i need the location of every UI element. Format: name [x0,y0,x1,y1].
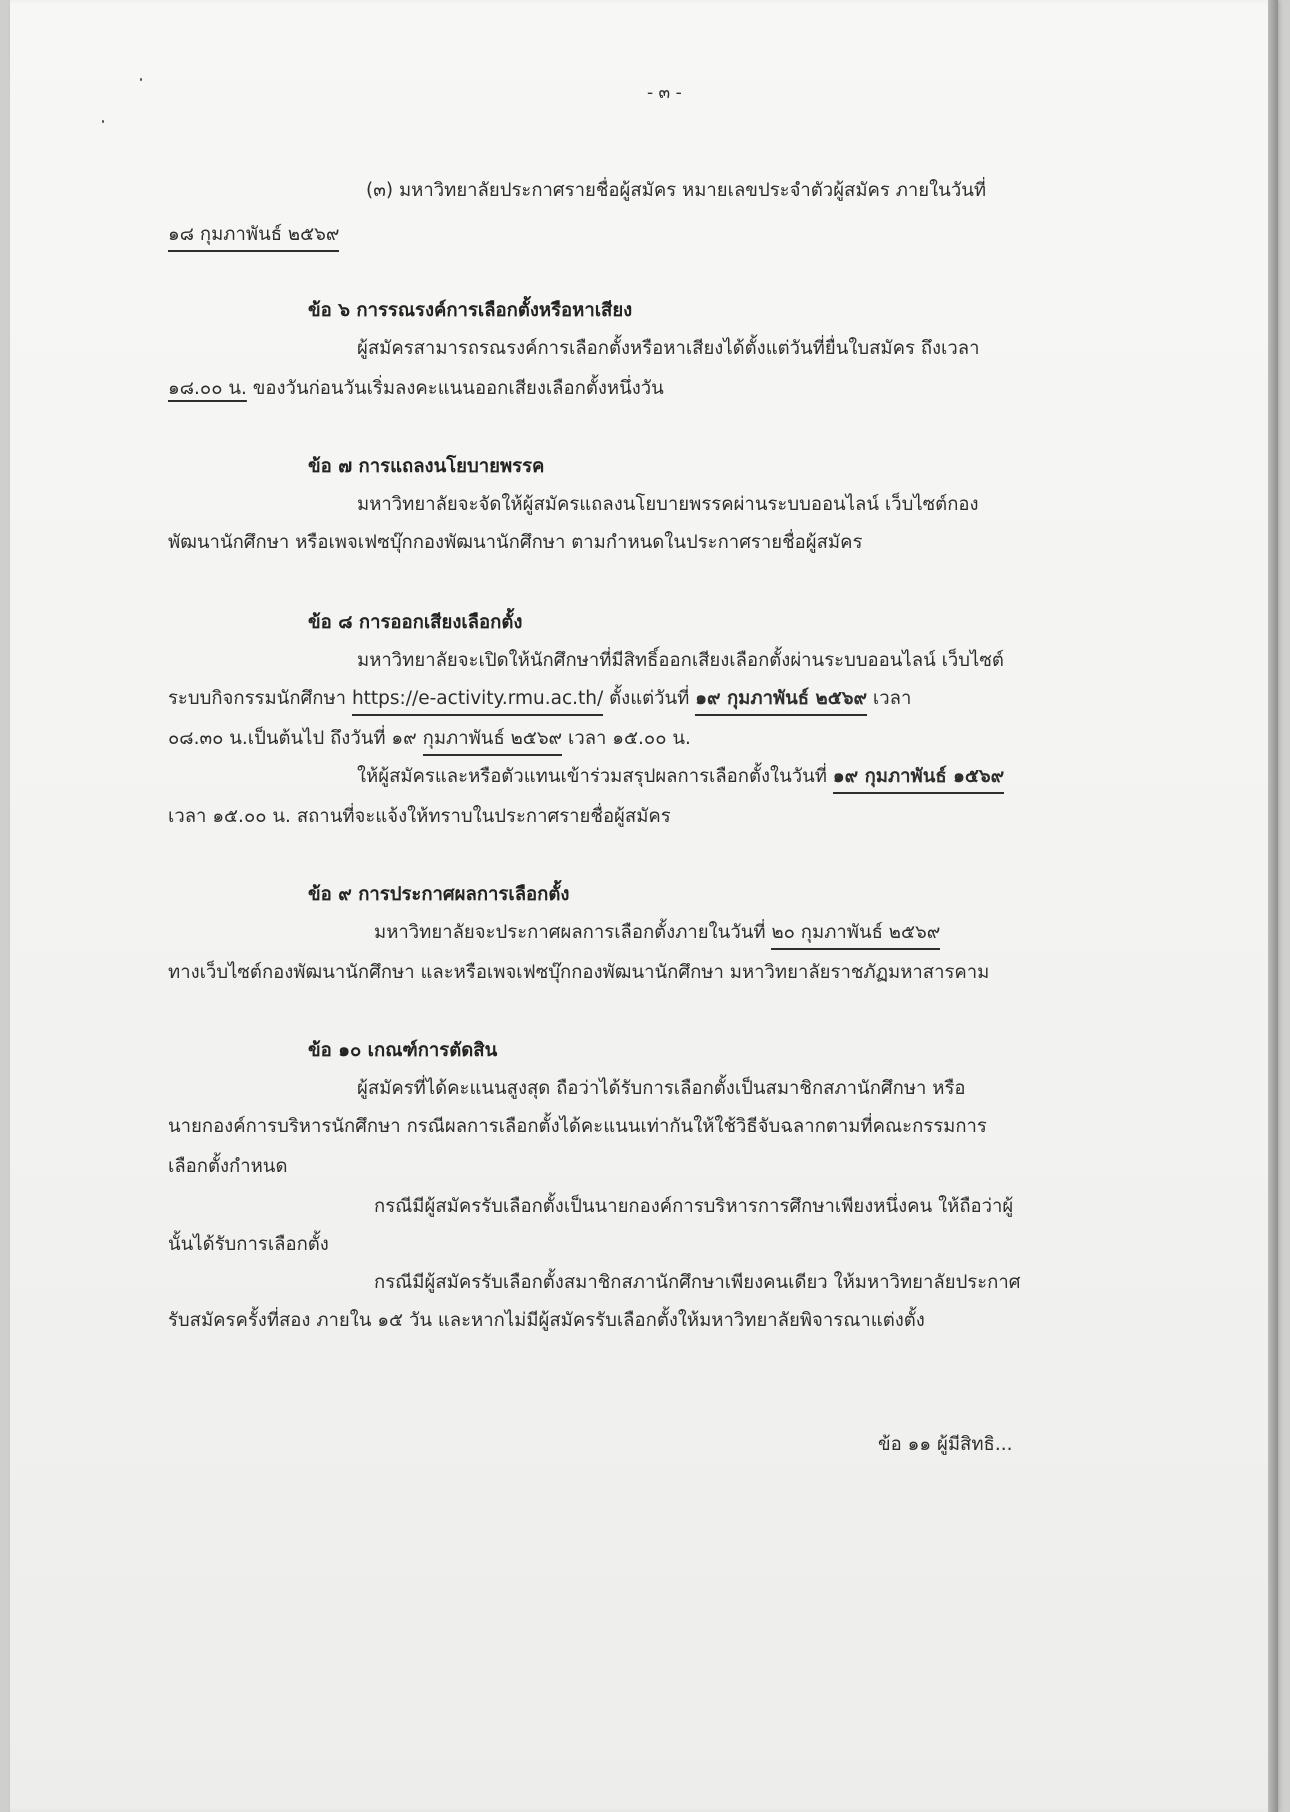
section10-p2-line1: กรณีมีผู้สมัครรับเลือกตั้งเป็นนายกองค์การบริหารการศึกษาเพียงหนึ่งคน ให้ถือว่าผู้ [374,1196,1014,1217]
section10-p1-line3: เลือกตั้งกำหนด [168,1156,288,1177]
section8-line2-b: ตั้งแต่วันที่ [603,688,696,709]
document-page [10,0,1278,1812]
section6-line2 [168,376,664,402]
section8-line4-a: ให้ผู้สมัครและหรือตัวแทนเข้าร่วมสรุปผลการเลือกตั้งในวันที่ [357,766,833,787]
section8-line3-b: เวลา ๑๕.๐๐ น. [562,728,691,749]
section7-line1: มหาวิทยาลัยจะจัดให้ผู้สมัครแถลงนโยบายพรรคผ่านระบบออนไลน์ เว็บไซต์กอง [357,494,979,515]
section10-p3-line1: กรณีมีผู้สมัครรับเลือกตั้งสมาชิกสภานักศึกษาเพียงคนเดียว ให้มหาวิทยาลัยประกาศ [374,1272,1021,1293]
item3-date: ๑๘ กุมภาพันธ์ ๒๕๖๙ [168,223,339,252]
section10-p3-line2: รับสมัครครั้งที่สอง ภายใน ๑๕ วัน และหากไม่มีผู้สมัครรับเลือกตั้งให้มหาวิทยาลัยพิจารณาแต่งตั้ง [168,1310,925,1331]
paper-speck [102,120,104,123]
section10-p2-line2: นั้นได้รับการเลือกตั้ง [168,1234,329,1255]
summary-date: ๑๙ กุมภาพันธ์ ๑๕๖๙ [833,765,1004,794]
next-page-ref: ข้อ ๑๑ ผู้มีสิทธิ... [878,1434,1013,1455]
item3-line2 [168,222,339,252]
vote-end-date: กุมภาพันธ์ ๒๕๖๙ [423,727,562,756]
section10-p1-line2: นายกองค์การบริหารนักศึกษา กรณีผลการเลือกตั้งได้คะแนนเท่ากันให้ใช้วิธีจับฉลากตามที่คณะกรรมการ [168,1116,987,1137]
section9-line2: ทางเว็บไซต์กองพัฒนานักศึกษา และหรือเพจเฟซบุ๊กกองพัฒนานักศึกษา มหาวิทยาลัยราชภัฏมหาสารคาม [168,962,990,983]
vote-date: ๑๙ กุมภาพันธ์ ๒๕๖๙ [695,687,867,716]
section8-line1: มหาวิทยาลัยจะเปิดให้นักศึกษาที่มีสิทธิ์ออกเสียงเลือกตั้งผ่านระบบออนไลน์ เว็บไซต์ [357,650,1004,671]
result-date: ๒๐ กุมภาพันธ์ ๒๕๖๙ [771,921,940,950]
section8-line3 [168,726,691,756]
section8-line3-a: ๐๘.๓๐ น.เป็นต้นไป ถึงวันที่ ๑๙ [168,728,423,749]
activity-url[interactable]: https://e-activity.rmu.ac.th/ [352,687,603,716]
section6-line1: ผู้สมัครสามารถรณรงค์การเลือกตั้งหรือหาเสียงได้ตั้งแต่วันที่ยื่นใบสมัคร ถึงเวลา [357,338,980,359]
section10-p1-line1: ผู้สมัครที่ได้คะแนนสูงสุด ถือว่าได้รับการเลือกตั้งเป็นสมาชิกสภานักศึกษา หรือ [357,1078,966,1099]
section8-heading: ข้อ ๘ การออกเสียงเลือกตั้ง [308,612,523,633]
section8-line5: เวลา ๑๕.๐๐ น. สถานที่จะแจ้งให้ทราบในประกาศรายชื่อผู้สมัคร [168,806,671,827]
section8-line4 [357,764,1004,794]
section10-heading: ข้อ ๑๐ เกณฑ์การตัดสิน [308,1040,498,1061]
page-number: - ๓ - [647,83,682,103]
paper-speck [140,78,142,81]
section6-line2-rest: ของวันก่อนวันเริ่มลงคะแนนออกเสียงเลือกตั้งหนึ่งวัน [246,378,664,399]
section8-line2-a: ระบบกิจกรรมนักศึกษา [168,688,352,709]
section6-heading: ข้อ ๖ การรณรงค์การเลือกตั้งหรือหาเสียง [308,300,633,321]
paper-edge [1268,0,1278,1812]
section7-heading: ข้อ ๗ การแถลงนโยบายพรรค [308,456,545,477]
section9-line1-a: มหาวิทยาลัยจะประกาศผลการเลือกตั้งภายในวันที่ [374,922,772,943]
item3-line1: (๓) มหาวิทยาลัยประกาศรายชื่อผู้สมัคร หมายเลขประจำตัวผู้สมัคร ภายในวันที่ [366,180,987,201]
section9-heading: ข้อ ๙ การประกาศผลการเลือกตั้ง [308,884,570,905]
section6-time: ๑๘.๐๐ น. [168,378,247,399]
section7-line2: พัฒนานักศึกษา หรือเพจเฟซบุ๊กกองพัฒนานักศึกษา ตามกำหนดในประกาศรายชื่อผู้สมัคร [168,532,863,553]
section8-line2 [168,686,911,716]
section8-line2-c: เวลา [867,688,912,709]
section9-line1 [374,920,940,950]
